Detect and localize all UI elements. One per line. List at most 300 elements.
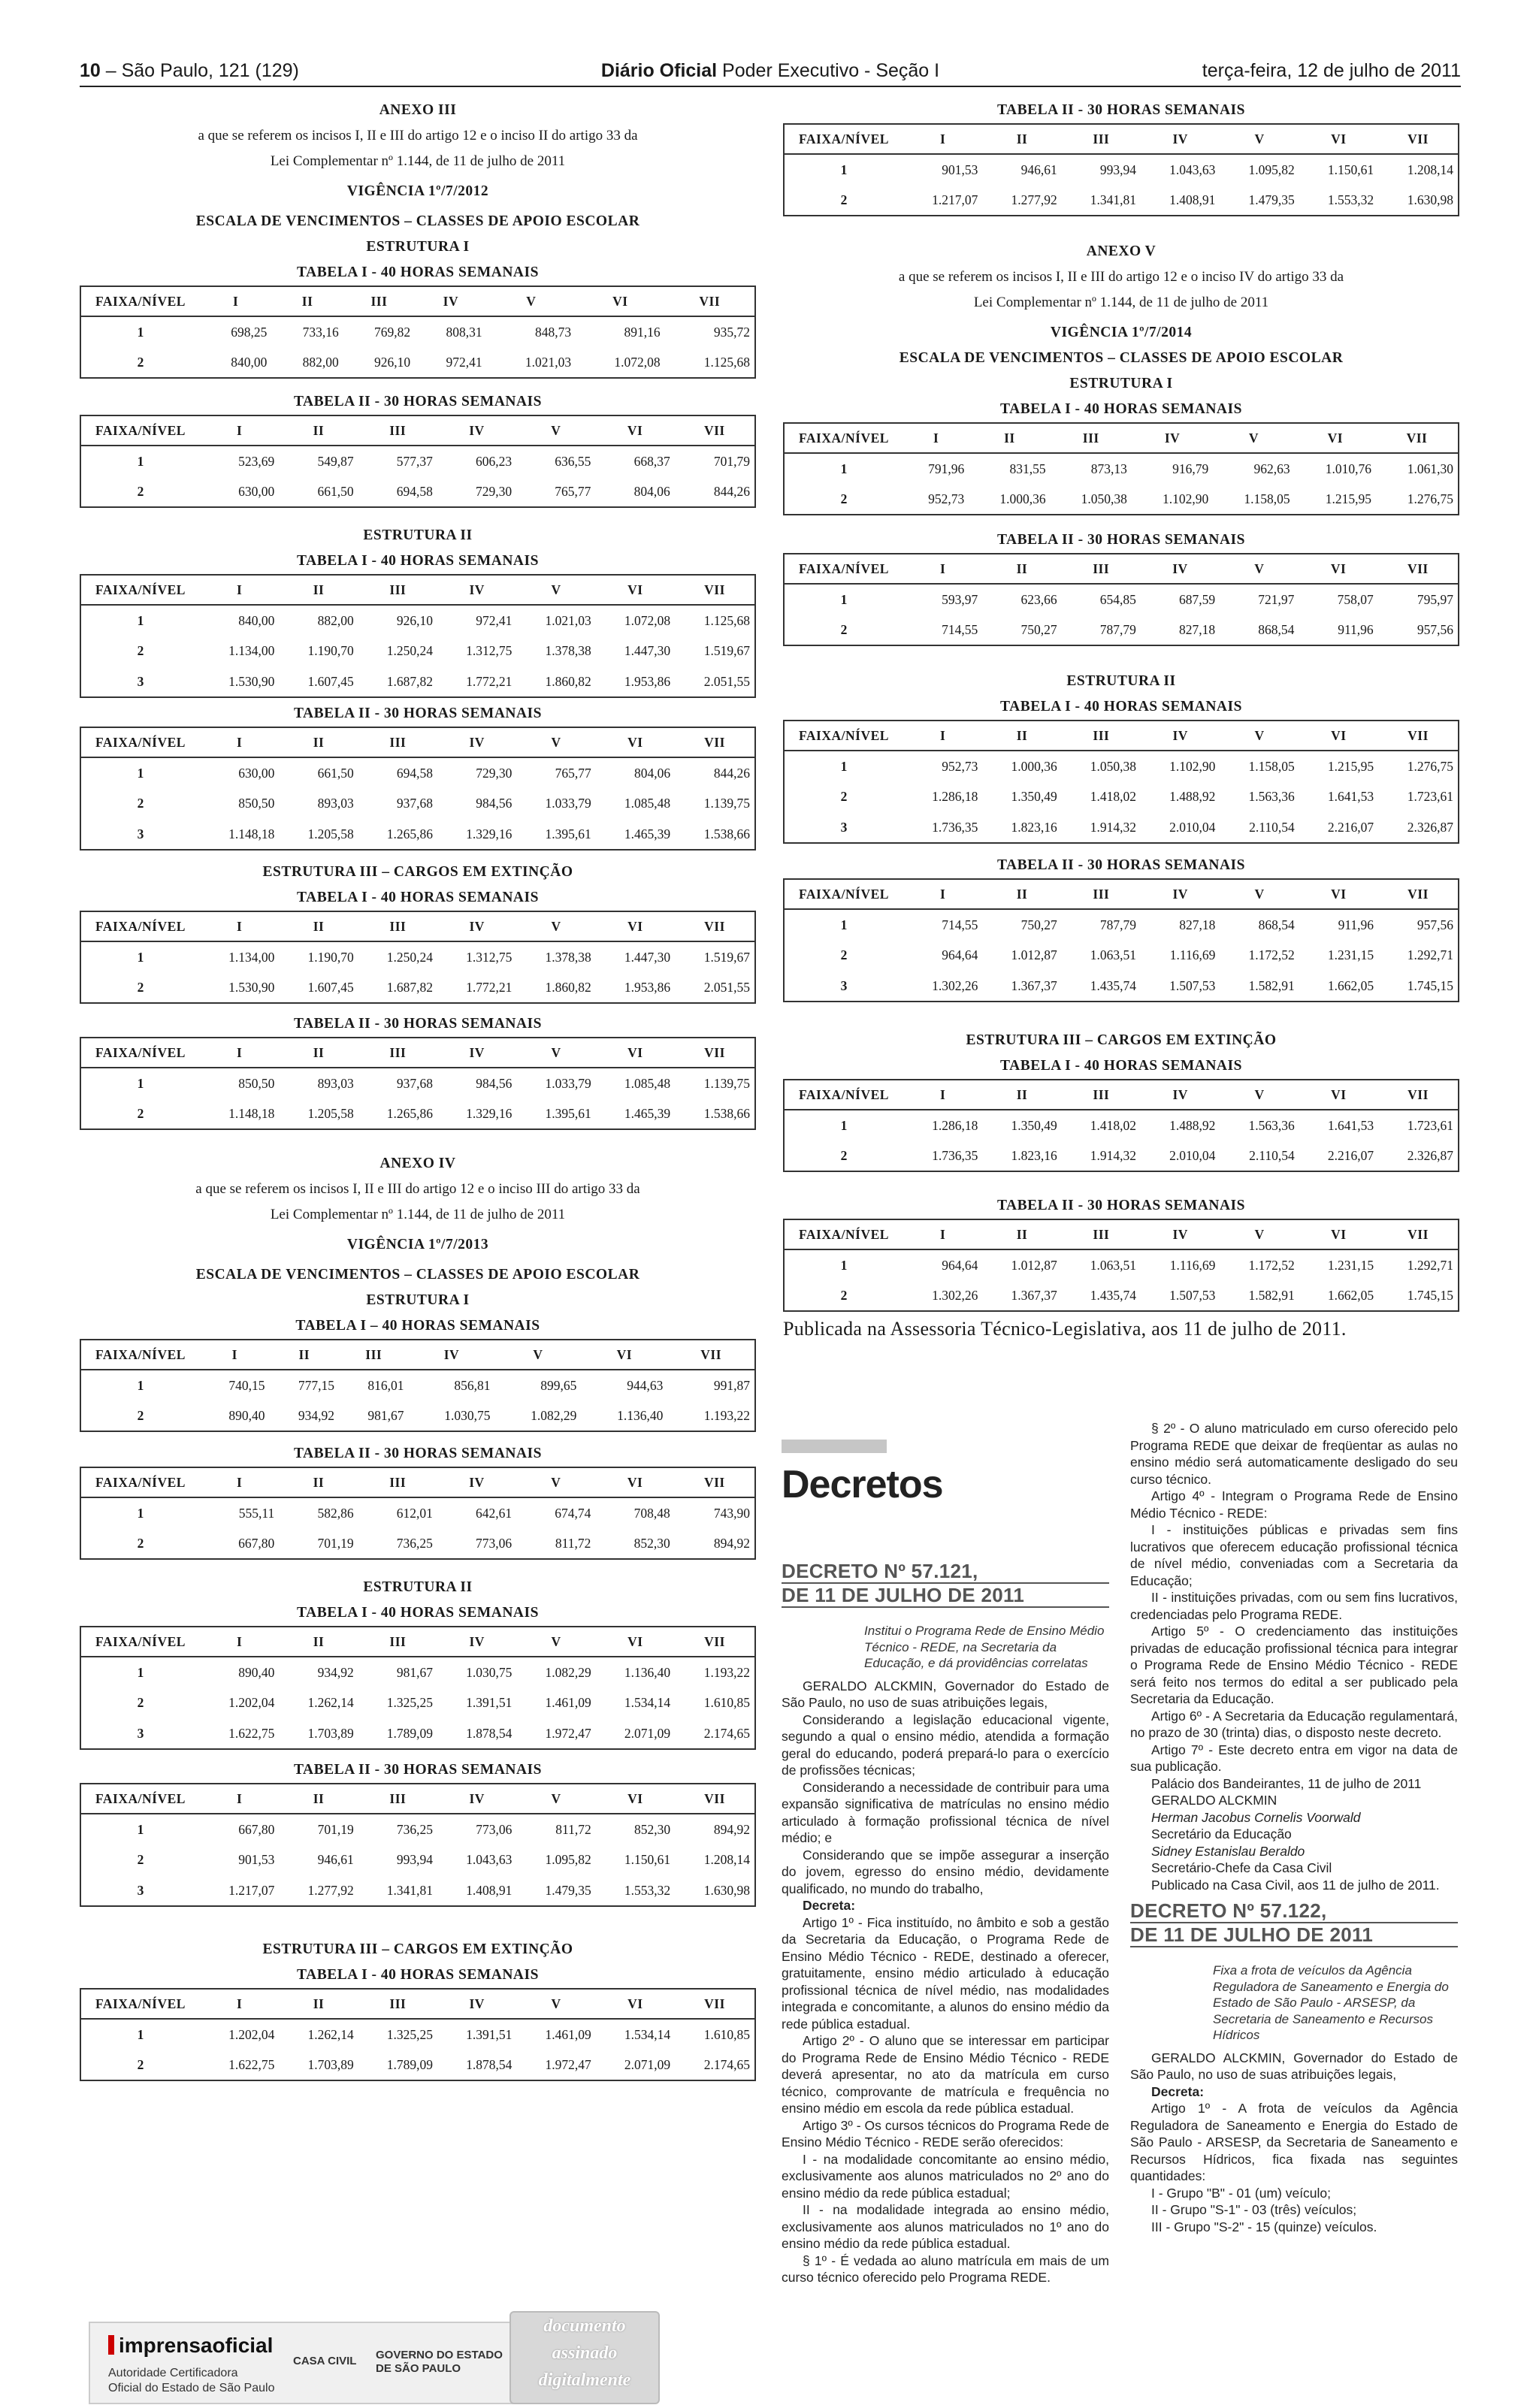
decree-body-continued bbox=[1130, 1420, 1458, 1775]
tabela-title: TABELA II - 30 HORAS SEMANAIS bbox=[997, 102, 1245, 118]
value-cell: 1.136,40 bbox=[617, 1407, 664, 1423]
value-cell: 791,96 bbox=[928, 461, 965, 476]
escala-title: ESCALA DE VENCIMENTOS – CLASSES DE APOIO ESCOLAR bbox=[195, 1267, 640, 1283]
value-cell: 1.231,15 bbox=[1327, 947, 1374, 962]
value-cell: 1.193,22 bbox=[703, 1407, 750, 1423]
column-header: II bbox=[279, 1467, 358, 1497]
value-cell: 1.325,25 bbox=[386, 1695, 434, 1710]
value-cell: 582,86 bbox=[317, 1505, 354, 1521]
column-header: IV bbox=[1132, 423, 1213, 453]
column-header: FAIXA/NÍVEL bbox=[80, 286, 200, 316]
table-row bbox=[80, 972, 755, 1003]
table-header-row bbox=[80, 1627, 755, 1657]
value-cell: 698,25 bbox=[231, 324, 268, 340]
value-cell: 1.043,63 bbox=[1169, 162, 1216, 177]
table-header-row bbox=[784, 721, 1459, 751]
faixa-cell: 2 bbox=[137, 1535, 144, 1551]
column-header: VI bbox=[1299, 124, 1378, 154]
value-cell: 984,56 bbox=[476, 796, 512, 811]
paragraph: Artigo 2º - O aluno que se interessar em participar do Programa Rede de Ensino Médio Técnico - REDE deverá apresentar, no ato da matrícula em curso técnico, comprovante de matrícula e frequência no ensino médio em escola da rede pública estadual. bbox=[782, 2033, 1109, 2116]
column-header: V bbox=[516, 415, 595, 446]
value-cell: 1.302,26 bbox=[932, 1287, 978, 1303]
paragraph: III - Grupo "S-2" - 15 (quinze) veículos. bbox=[1151, 2219, 1377, 2234]
value-cell: 1.205,58 bbox=[307, 1105, 354, 1121]
column-header: IV bbox=[1141, 554, 1220, 584]
value-cell: 926,10 bbox=[374, 354, 411, 370]
value-cell: 714,55 bbox=[942, 917, 978, 932]
column-header: IV bbox=[1141, 124, 1220, 154]
value-cell: 1.329,16 bbox=[466, 826, 512, 841]
vigencia: VIGÊNCIA 1º/7/2013 bbox=[346, 1237, 489, 1252]
value-cell: 1.610,85 bbox=[703, 1695, 750, 1710]
salary-table bbox=[80, 1783, 756, 1907]
value-cell: 1.312,75 bbox=[466, 643, 512, 658]
value-cell: 972,41 bbox=[476, 612, 512, 628]
table-header-row bbox=[80, 1038, 755, 1068]
column-header: V bbox=[494, 1340, 581, 1370]
faixa-cell: 1 bbox=[137, 2026, 144, 2042]
column-header: FAIXA/NÍVEL bbox=[784, 721, 903, 751]
faixa-cell: 1 bbox=[137, 1505, 144, 1521]
faixa-cell: 2 bbox=[137, 1407, 144, 1423]
column-header: FAIXA/NÍVEL bbox=[784, 1219, 903, 1249]
column-header: V bbox=[1220, 1080, 1299, 1110]
paragraph: II - Grupo "S-1" - 03 (três) veículos; bbox=[1151, 2202, 1357, 2217]
column-header: V bbox=[516, 1784, 595, 1814]
value-cell: 729,30 bbox=[476, 765, 512, 781]
tabela-title: TABELA I - 40 HORAS SEMANAIS bbox=[1000, 699, 1242, 715]
value-cell: 844,26 bbox=[713, 765, 750, 781]
value-cell: 1.530,90 bbox=[228, 979, 275, 995]
column-header: FAIXA/NÍVEL bbox=[80, 1627, 200, 1657]
column-header: VII bbox=[675, 1627, 755, 1657]
faixa-cell: 2 bbox=[840, 491, 848, 506]
publication-note: Publicada na Assessoria Técnico-Legislativa, aos 11 de julho de 2011. bbox=[783, 1318, 1347, 1340]
salary-table bbox=[80, 415, 756, 508]
value-cell: 1.538,66 bbox=[703, 1105, 750, 1121]
value-cell: 934,92 bbox=[298, 1407, 334, 1423]
column-header: IV bbox=[1141, 879, 1220, 909]
value-cell: 1.378,38 bbox=[545, 949, 591, 965]
value-cell: 1.033,79 bbox=[545, 796, 591, 811]
value-cell: 891,16 bbox=[624, 324, 661, 340]
faixa-cell: 2 bbox=[840, 789, 848, 804]
value-cell: 1.265,86 bbox=[386, 826, 434, 841]
tabela-title: TABELA II - 30 HORAS SEMANAIS bbox=[294, 705, 542, 721]
column-header: VI bbox=[1299, 721, 1378, 751]
column-header: VI bbox=[1295, 423, 1376, 453]
salary-table bbox=[80, 1626, 756, 1750]
column-header: V bbox=[516, 575, 595, 605]
value-cell: 1.662,05 bbox=[1327, 1287, 1374, 1303]
value-cell: 2.051,55 bbox=[703, 979, 750, 995]
value-cell: 1.063,51 bbox=[1090, 947, 1137, 962]
paragraph: GERALDO ALCKMIN, Governador do Estado de São Paulo, no uso de suas atribuições legais, bbox=[1130, 2050, 1458, 2082]
column-header: II bbox=[982, 879, 1061, 909]
brand-line-1: Autoridade Certificadora bbox=[108, 2367, 238, 2379]
value-cell: 1.350,49 bbox=[1011, 789, 1057, 804]
value-cell: 1.085,48 bbox=[624, 1075, 671, 1091]
value-cell: 549,87 bbox=[317, 453, 354, 469]
signature-line: Sidney Estanislau Beraldo bbox=[1151, 1843, 1305, 1859]
tabela-title: TABELA II - 30 HORAS SEMANAIS bbox=[294, 1762, 542, 1778]
tabela-title: TABELA I - 40 HORAS SEMANAIS bbox=[297, 553, 539, 569]
column-header: I bbox=[903, 1219, 982, 1249]
decree-continuation bbox=[1130, 1420, 1458, 2235]
paper-name: Diário Oficial bbox=[600, 60, 718, 81]
digital-signature-stamp bbox=[509, 2311, 660, 2404]
value-cell: 743,90 bbox=[713, 1505, 750, 1521]
value-cell: 1.302,26 bbox=[932, 977, 978, 993]
value-cell: 1.341,81 bbox=[386, 1882, 434, 1898]
value-cell: 1.116,69 bbox=[1169, 1257, 1216, 1273]
column-header: I bbox=[200, 415, 279, 446]
value-cell: 1.519,67 bbox=[703, 949, 750, 965]
paragraph: Artigo 4º - Integram o Programa Rede de Ensino Médio Técnico - REDE: bbox=[1130, 1488, 1458, 1521]
paragraph: Decreta: bbox=[1151, 2083, 1205, 2099]
value-cell: 1.418,02 bbox=[1090, 1117, 1137, 1133]
value-cell: 1.534,14 bbox=[624, 2026, 671, 2042]
value-cell: 1.507,53 bbox=[1169, 1287, 1216, 1303]
value-cell: 1.217,07 bbox=[228, 1882, 275, 1898]
value-cell: 893,03 bbox=[317, 1075, 354, 1091]
page-number: 10 bbox=[80, 60, 101, 81]
table-row bbox=[80, 605, 755, 636]
table-row bbox=[80, 788, 755, 819]
value-cell: 1.202,04 bbox=[228, 2026, 275, 2042]
paragraph: Artigo 1º - Fica instituído, no âmbito e sob a gestão da Secretaria da Educação, o Programa Rede de Ensino Médio Técnico - REDE, destinado a oferecer, gratuitamente, ensino médio articulado à educação profissional técnica de nível médio, nas modalidades integrada e concomitante, a alunos do ensino médio da rede pública estadual. bbox=[782, 1914, 1109, 2032]
table-row bbox=[80, 1814, 755, 1845]
value-cell: 1.033,79 bbox=[545, 1075, 591, 1091]
value-cell: 964,64 bbox=[942, 1257, 978, 1273]
value-cell: 2.216,07 bbox=[1327, 1147, 1374, 1163]
column-header: I bbox=[200, 1784, 279, 1814]
value-cell: 1.202,04 bbox=[228, 1695, 275, 1710]
value-cell: 1.391,51 bbox=[466, 2026, 512, 2042]
section-name: Poder Executivo - Seção I bbox=[717, 60, 940, 81]
value-cell: 1.139,75 bbox=[703, 1075, 750, 1091]
value-cell: 840,00 bbox=[238, 612, 275, 628]
paragraph: Artigo 7º - Este decreto entra em vigor na data de sua publicação. bbox=[1130, 1742, 1458, 1774]
value-cell: 831,55 bbox=[1009, 461, 1046, 476]
column-header: II bbox=[279, 1989, 358, 2019]
value-cell: 808,31 bbox=[446, 324, 482, 340]
value-cell: 1.072,08 bbox=[614, 354, 661, 370]
paragraph: GERALDO ALCKMIN, Governador do Estado de São Paulo, no uso de suas atribuições legais, bbox=[782, 1678, 1109, 1710]
column-header: III bbox=[339, 1340, 409, 1370]
value-cell: 1.030,75 bbox=[444, 1407, 491, 1423]
table-header-row bbox=[784, 1080, 1459, 1110]
value-cell: 1.277,92 bbox=[1011, 192, 1057, 207]
governo-logo-line-2: DE SÃO PAULO bbox=[376, 2362, 461, 2375]
column-header: FAIXA/NÍVEL bbox=[80, 1340, 200, 1370]
value-cell: 1.021,03 bbox=[545, 612, 591, 628]
column-header: VII bbox=[675, 1784, 755, 1814]
value-cell: 1.860,82 bbox=[545, 673, 591, 689]
value-cell: 1.479,35 bbox=[1248, 192, 1295, 207]
value-cell: 827,18 bbox=[1179, 621, 1216, 637]
value-cell: 957,56 bbox=[1417, 621, 1453, 637]
value-cell: 1.662,05 bbox=[1327, 977, 1374, 993]
table-row bbox=[784, 751, 1459, 781]
column-header: I bbox=[200, 727, 279, 757]
faixa-cell: 3 bbox=[137, 1725, 144, 1741]
tabela-title: TABELA II - 30 HORAS SEMANAIS bbox=[997, 1198, 1245, 1213]
column-header: IV bbox=[409, 1340, 495, 1370]
column-header: IV bbox=[437, 1989, 516, 2019]
value-cell: 1.703,89 bbox=[307, 2056, 354, 2072]
brand-name: imprensaoficial bbox=[119, 2334, 274, 2357]
value-cell: 1.050,38 bbox=[1090, 758, 1137, 774]
column-header: VII bbox=[1378, 1080, 1459, 1110]
column-header: VI bbox=[1299, 879, 1378, 909]
column-header: VI bbox=[596, 575, 675, 605]
value-cell: 882,00 bbox=[302, 354, 339, 370]
column-header: I bbox=[200, 1467, 279, 1497]
value-cell: 2.071,09 bbox=[624, 1725, 671, 1741]
value-cell: 555,11 bbox=[238, 1505, 275, 1521]
value-cell: 1.745,15 bbox=[1407, 1287, 1453, 1303]
column-header: VI bbox=[596, 1627, 675, 1657]
faixa-cell: 2 bbox=[840, 192, 848, 207]
value-cell: 630,00 bbox=[238, 483, 275, 499]
table-row bbox=[80, 636, 755, 666]
value-cell: 1.050,38 bbox=[1081, 491, 1127, 506]
value-cell: 804,06 bbox=[633, 483, 670, 499]
value-cell: 1.262,14 bbox=[307, 1695, 354, 1710]
value-cell: 981,67 bbox=[367, 1407, 404, 1423]
decree-date: DE 11 DE JULHO DE 2011 bbox=[782, 1584, 1109, 1608]
value-cell: 765,77 bbox=[555, 765, 591, 781]
column-header: II bbox=[982, 1219, 1061, 1249]
value-cell: 642,61 bbox=[476, 1505, 512, 1521]
column-header: FAIXA/NÍVEL bbox=[80, 415, 200, 446]
value-cell: 827,18 bbox=[1179, 917, 1216, 932]
faixa-cell: 2 bbox=[840, 947, 848, 962]
value-cell: 1.607,45 bbox=[307, 673, 354, 689]
value-cell: 1.350,49 bbox=[1011, 1117, 1057, 1133]
value-cell: 1.953,86 bbox=[624, 673, 671, 689]
value-cell: 606,23 bbox=[476, 453, 512, 469]
value-cell: 2.174,65 bbox=[703, 1725, 750, 1741]
column-header: IV bbox=[437, 575, 516, 605]
table-row bbox=[784, 1141, 1459, 1171]
anexo-title: ANEXO III bbox=[379, 102, 457, 118]
value-cell: 926,10 bbox=[396, 612, 434, 628]
value-cell: 848,73 bbox=[534, 324, 572, 340]
value-cell: 911,96 bbox=[1338, 621, 1374, 637]
table-header-row bbox=[784, 423, 1459, 453]
paragraph: II - na modalidade integrada ao ensino médio, exclusivamente aos alunos matriculados no 1º ano do ensino médio da rede pública estadual. bbox=[782, 2202, 1109, 2251]
table-header-row bbox=[80, 286, 755, 316]
value-cell: 1.461,09 bbox=[545, 1695, 591, 1710]
column-header: VII bbox=[675, 911, 755, 941]
tabela-title: TABELA II - 30 HORAS SEMANAIS bbox=[997, 532, 1245, 548]
column-header: III bbox=[358, 1627, 437, 1657]
value-cell: 1.878,54 bbox=[466, 2056, 512, 2072]
table-row bbox=[80, 316, 755, 347]
value-cell: 2.010,04 bbox=[1169, 819, 1216, 835]
value-cell: 2.071,09 bbox=[624, 2056, 671, 2072]
escala-title: ESCALA DE VENCIMENTOS – CLASSES DE APOIO ESCOLAR bbox=[899, 350, 1344, 366]
value-cell: 1.329,16 bbox=[466, 1105, 512, 1121]
value-cell: 661,50 bbox=[317, 765, 354, 781]
value-cell: 1.262,14 bbox=[307, 2026, 354, 2042]
paragraph: I - Grupo "B" - 01 (um) veículo; bbox=[1151, 2185, 1332, 2201]
salary-table bbox=[783, 553, 1459, 646]
faixa-cell: 1 bbox=[137, 1821, 144, 1837]
value-cell: 1.823,16 bbox=[1011, 819, 1057, 835]
value-cell: 1.312,75 bbox=[466, 949, 512, 965]
column-header: IV bbox=[437, 1467, 516, 1497]
table-header-row bbox=[80, 727, 755, 757]
column-header: FAIXA/NÍVEL bbox=[80, 575, 200, 605]
value-cell: 1.082,29 bbox=[531, 1407, 577, 1423]
table-row bbox=[80, 1528, 755, 1559]
value-cell: 2.326,87 bbox=[1407, 819, 1453, 835]
value-cell: 654,85 bbox=[1099, 591, 1136, 607]
value-cell: 1.641,53 bbox=[1327, 789, 1374, 804]
value-cell: 1.010,76 bbox=[1325, 461, 1371, 476]
column-header: FAIXA/NÍVEL bbox=[80, 1038, 200, 1068]
value-cell: 1.878,54 bbox=[466, 1725, 512, 1741]
column-header: FAIXA/NÍVEL bbox=[80, 1989, 200, 2019]
value-cell: 694,58 bbox=[396, 483, 433, 499]
anexo-4 bbox=[80, 1151, 756, 2081]
stamp-line: digitalmente bbox=[538, 2370, 631, 2390]
table-row bbox=[784, 1280, 1459, 1311]
paragraph: § 1º - É vedada ao aluno matrícula em mais de um curso técnico oferecido pelo Programa REDE. bbox=[782, 2252, 1109, 2285]
faixa-cell: 1 bbox=[840, 917, 848, 932]
value-cell: 1.972,47 bbox=[545, 2056, 591, 2072]
value-cell: 1.395,61 bbox=[545, 1105, 591, 1121]
paragraph: Considerando que se impõe assegurar a inserção do jovem, egresso do ensino médio, devidamente qualificado, no mundo do trabalho, bbox=[782, 1847, 1109, 1896]
value-cell: 1.723,61 bbox=[1407, 789, 1453, 804]
table-row bbox=[784, 909, 1459, 940]
value-cell: 769,82 bbox=[374, 324, 411, 340]
anexo-5 bbox=[783, 239, 1459, 1312]
value-cell: 1.789,09 bbox=[386, 2056, 434, 2072]
column-header: II bbox=[271, 286, 343, 316]
value-cell: 852,30 bbox=[633, 1535, 670, 1551]
value-cell: 1.125,68 bbox=[703, 612, 750, 628]
table-header-row bbox=[80, 415, 755, 446]
column-header: V bbox=[1220, 124, 1299, 154]
column-header: III bbox=[358, 727, 437, 757]
column-header: FAIXA/NÍVEL bbox=[784, 1080, 903, 1110]
value-cell: 1.265,86 bbox=[386, 1105, 434, 1121]
estrutura-title: ESTRUTURA II bbox=[1066, 673, 1176, 689]
value-cell: 1.116,69 bbox=[1169, 947, 1216, 962]
value-cell: 937,68 bbox=[396, 1075, 434, 1091]
value-cell: 1.435,74 bbox=[1090, 977, 1137, 993]
value-cell: 1.102,90 bbox=[1169, 758, 1216, 774]
value-cell: 1.250,24 bbox=[386, 949, 434, 965]
decree-ementa: Fixa a frota de veículos da Agência Reguladora de Saneamento e Energia do Estado de São Paulo - ARSESP, da Secretaria de Saneamento e Recursos Hídricos bbox=[1213, 1963, 1449, 2042]
tabela-title: TABELA I - 40 HORAS SEMANAIS bbox=[297, 1605, 539, 1621]
value-cell: 1.158,05 bbox=[1248, 758, 1295, 774]
value-cell: 1.292,71 bbox=[1407, 947, 1453, 962]
table-row bbox=[784, 185, 1459, 216]
value-cell: 612,01 bbox=[396, 1505, 433, 1521]
table-header-row bbox=[784, 879, 1459, 909]
value-cell: 991,87 bbox=[713, 1377, 750, 1393]
value-cell: 1.190,70 bbox=[307, 643, 354, 658]
value-cell: 890,40 bbox=[238, 1664, 275, 1680]
faixa-cell: 1 bbox=[137, 453, 144, 469]
column-header: III bbox=[358, 1784, 437, 1814]
governo-logo-line-1: GOVERNO DO ESTADO bbox=[376, 2349, 503, 2361]
footer bbox=[89, 2316, 660, 2404]
paragraph: § 2º - O aluno matriculado em curso oferecido pelo Programa REDE que deixar de freqüentar as aulas no ensino médio será automaticamente desligado do seu curso técnico. bbox=[1130, 1421, 1458, 1487]
column-header: I bbox=[200, 286, 271, 316]
value-cell: 765,77 bbox=[555, 483, 591, 499]
value-cell: 750,27 bbox=[1020, 917, 1057, 932]
value-cell: 701,79 bbox=[713, 453, 750, 469]
column-header: I bbox=[903, 721, 982, 751]
value-cell: 868,54 bbox=[1258, 621, 1295, 637]
tabela-title: TABELA I - 40 HORAS SEMANAIS bbox=[297, 264, 539, 280]
value-cell: 984,56 bbox=[476, 1075, 512, 1091]
value-cell: 733,16 bbox=[302, 324, 339, 340]
left-column bbox=[80, 98, 756, 2081]
faixa-cell: 1 bbox=[137, 324, 144, 340]
value-cell: 1.276,75 bbox=[1407, 491, 1453, 506]
signature-line: Publicado na Casa Civil, aos 11 de julho de 2011. bbox=[1151, 1877, 1440, 1893]
value-cell: 777,15 bbox=[298, 1377, 334, 1393]
value-cell: 1.687,82 bbox=[386, 979, 434, 995]
salary-table bbox=[783, 1079, 1459, 1172]
value-cell: 816,01 bbox=[367, 1377, 404, 1393]
value-cell: 1.172,52 bbox=[1248, 1257, 1295, 1273]
value-cell: 1.391,51 bbox=[466, 1695, 512, 1710]
tabela-title: TABELA I – 40 HORAS SEMANAIS bbox=[295, 1318, 540, 1334]
value-cell: 1.193,22 bbox=[703, 1664, 750, 1680]
value-cell: 811,72 bbox=[555, 1821, 591, 1837]
value-cell: 1.534,14 bbox=[624, 1695, 671, 1710]
column-header: II bbox=[270, 1340, 340, 1370]
column-header: III bbox=[358, 1467, 437, 1497]
table-row bbox=[80, 1657, 755, 1687]
column-header: FAIXA/NÍVEL bbox=[784, 423, 903, 453]
decree-57121 bbox=[782, 1560, 1109, 2286]
value-cell: 1.072,08 bbox=[624, 612, 671, 628]
table-header-row bbox=[784, 1219, 1459, 1249]
value-cell: 593,97 bbox=[942, 591, 978, 607]
column-header: VI bbox=[596, 1038, 675, 1068]
faixa-cell: 1 bbox=[137, 612, 144, 628]
value-cell: 1.012,87 bbox=[1011, 1257, 1057, 1273]
table-row bbox=[80, 1845, 755, 1875]
escala-title: ESCALA DE VENCIMENTOS – CLASSES DE APOIO ESCOLAR bbox=[195, 213, 640, 229]
column-header: III bbox=[358, 1989, 437, 2019]
value-cell: 1.772,21 bbox=[466, 979, 512, 995]
value-cell: 1.217,07 bbox=[932, 192, 978, 207]
value-cell: 804,06 bbox=[633, 765, 671, 781]
value-cell: 1.063,51 bbox=[1090, 1257, 1137, 1273]
value-cell: 1.125,68 bbox=[703, 354, 750, 370]
column-header: FAIXA/NÍVEL bbox=[80, 1467, 200, 1497]
value-cell: 993,94 bbox=[1099, 162, 1137, 177]
signature-line: GERALDO ALCKMIN bbox=[1151, 1793, 1277, 1808]
value-cell: 1.447,30 bbox=[624, 949, 671, 965]
faixa-cell: 1 bbox=[840, 1257, 848, 1273]
value-cell: 773,06 bbox=[476, 1821, 512, 1837]
stamp-line: assinado bbox=[552, 2343, 618, 2363]
column-header: I bbox=[200, 1989, 279, 2019]
faixa-cell: 2 bbox=[840, 1147, 848, 1163]
value-cell: 1.012,87 bbox=[1011, 947, 1057, 962]
